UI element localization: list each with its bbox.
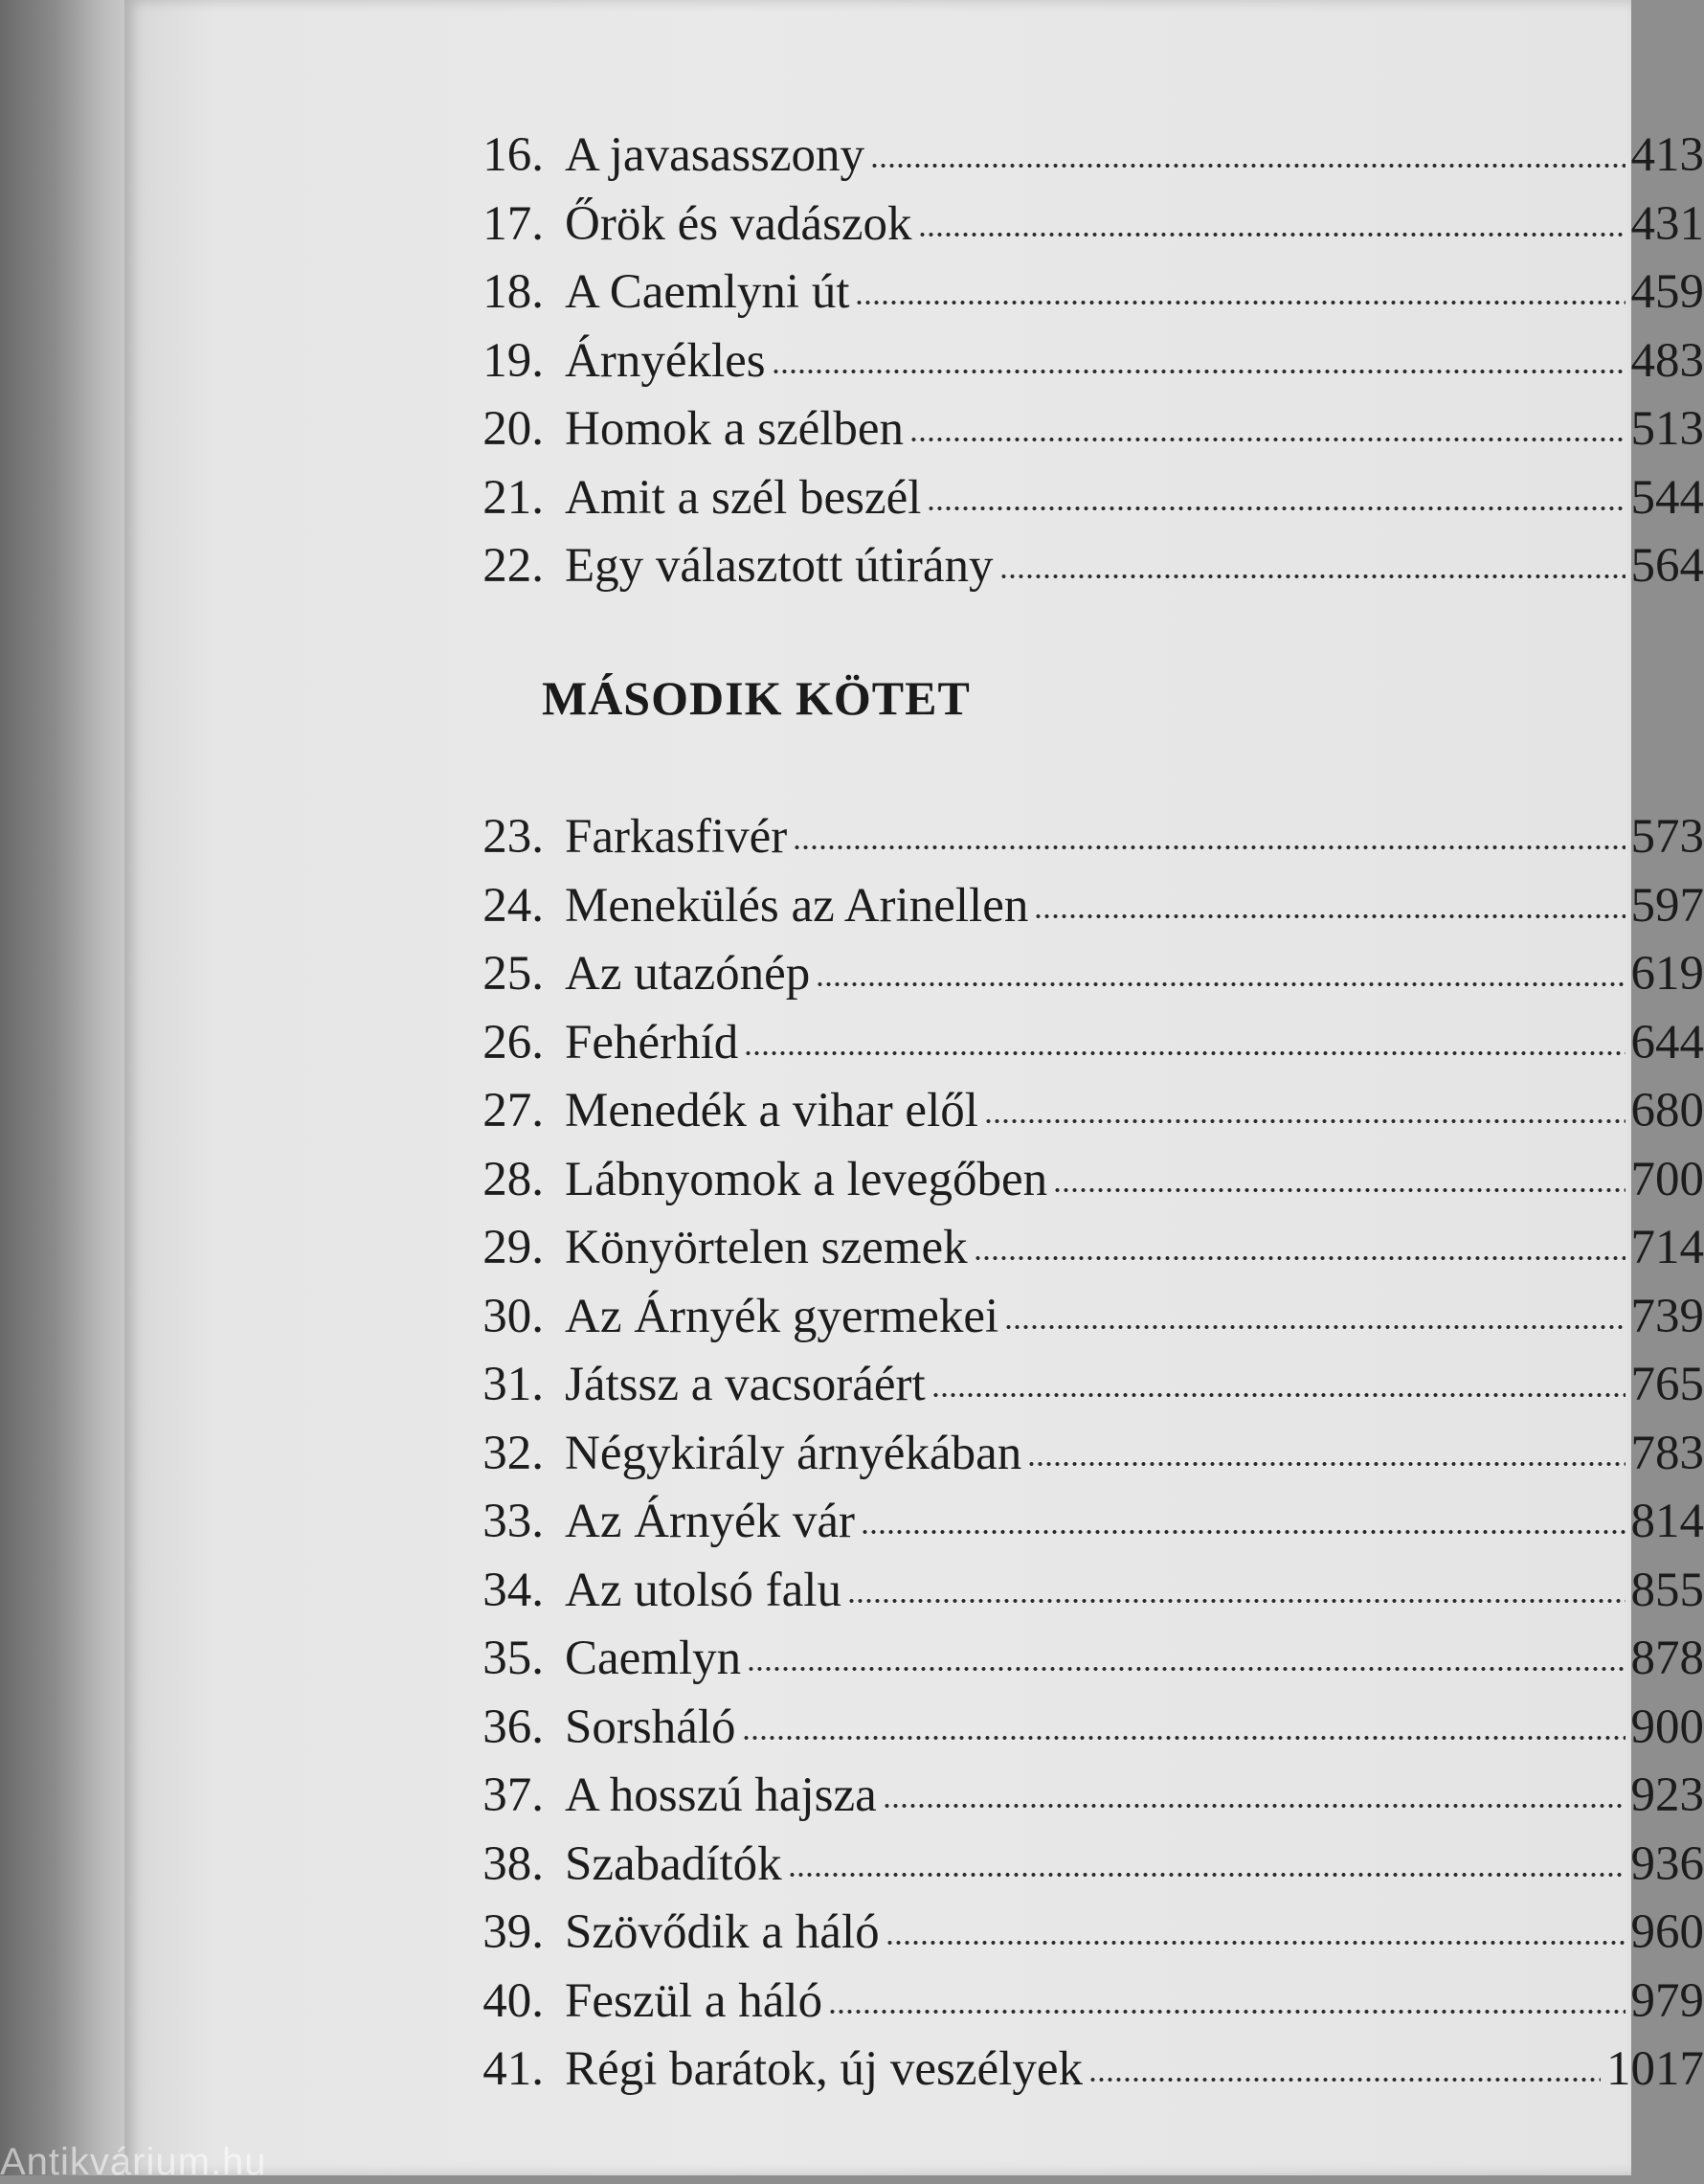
chapter-page-number: 597: [1631, 882, 1704, 931]
chapter-page-number: 979: [1631, 1977, 1704, 2026]
chapter-number: 17.: [450, 200, 544, 249]
chapter-number: 25.: [450, 950, 544, 999]
dot-leader: [1027, 1459, 1625, 1469]
toc-entry: [450, 259, 1704, 317]
chapter-title: Négykirály árnyékában: [565, 1430, 1021, 1478]
chapter-title: Egy választott útirány: [565, 542, 994, 591]
dot-leader: [747, 1664, 1625, 1674]
toc-entry: [450, 123, 1704, 180]
chapter-title: A hosszú hajsza: [565, 1771, 877, 1820]
chapter-page-number: 564: [1631, 542, 1704, 591]
chapter-page-number: 900: [1631, 1703, 1704, 1752]
dot-leader: [918, 230, 1626, 239]
chapter-number: 38.: [450, 1840, 544, 1889]
chapter-title: Sorsháló: [565, 1703, 736, 1752]
chapter-page-number: 739: [1631, 1293, 1704, 1341]
chapter-title: Lábnyomok a levegőben: [565, 1156, 1047, 1205]
dot-leader: [927, 504, 1625, 513]
toc-entry: [450, 1558, 1704, 1615]
dot-leader: [861, 1527, 1625, 1537]
dot-leader: [870, 161, 1625, 170]
toc-entry: [450, 465, 1704, 523]
chapter-number: 37.: [450, 1771, 544, 1820]
chapter-number: 23.: [450, 813, 544, 862]
chapter-title: Játssz a vacsoráért: [565, 1361, 926, 1409]
dot-leader: [1034, 912, 1625, 921]
chapter-number: 34.: [450, 1566, 544, 1615]
chapter-page-number: 814: [1631, 1497, 1704, 1546]
dot-leader: [793, 843, 1625, 852]
toc-entry: [450, 328, 1704, 386]
chapter-number: 24.: [450, 882, 544, 931]
chapter-title: Őrök és vadászok: [565, 200, 912, 249]
chapter-title: Fehérhíd: [565, 1019, 738, 1068]
chapter-number: 29.: [450, 1224, 544, 1272]
toc-entry: [450, 1626, 1704, 1683]
chapter-title: Az Árnyék gyermekei: [565, 1293, 998, 1341]
chapter-title: Farkasfivér: [565, 813, 787, 862]
chapter-page-number: 513: [1631, 405, 1704, 454]
toc-entry: [450, 1352, 1704, 1409]
chapter-page-number: 459: [1631, 268, 1704, 317]
toc-entry: [450, 1010, 1704, 1068]
chapter-number: 19.: [450, 337, 544, 386]
book-spine-edge: [0, 0, 134, 2175]
chapter-page-number: 700: [1631, 1156, 1704, 1205]
dot-leader: [909, 435, 1625, 444]
chapter-number: 36.: [450, 1703, 544, 1752]
chapter-number: 41.: [450, 2045, 544, 2094]
toc-entry: [450, 1695, 1704, 1752]
chapter-number: 40.: [450, 1977, 544, 2026]
chapter-page-number: 644: [1631, 1019, 1704, 1068]
chapter-page-number: 413: [1631, 131, 1704, 180]
chapter-title: Szövődik a háló: [565, 1908, 880, 1957]
toc-entry: [450, 1421, 1704, 1478]
chapter-title: Az utolsó falu: [565, 1566, 841, 1615]
chapter-number: 30.: [450, 1293, 544, 1341]
toc-entry: [450, 1215, 1704, 1272]
watermark: Antikvárium.hu: [0, 2141, 267, 2184]
chapter-title: Árnyékles: [565, 337, 766, 386]
dot-leader: [886, 1938, 1626, 1948]
dot-leader: [772, 367, 1626, 376]
toc-entry: [450, 1284, 1704, 1341]
toc-entry: [450, 396, 1704, 454]
chapter-title: Caemlyn: [565, 1634, 741, 1683]
chapter-title: A javasasszony: [565, 131, 864, 180]
table-of-contents: [124, 0, 1631, 2175]
toc-entry: [450, 533, 1704, 591]
chapter-number: 35.: [450, 1634, 544, 1683]
chapter-number: 22.: [450, 542, 544, 591]
toc-entry: [450, 2037, 1704, 2094]
dot-leader: [984, 1116, 1626, 1126]
dot-leader: [816, 979, 1625, 989]
chapter-number: 27.: [450, 1087, 544, 1136]
chapter-title: Az Árnyék vár: [565, 1497, 855, 1546]
chapter-page-number: 714: [1631, 1224, 1704, 1272]
chapter-page-number: 1017: [1606, 2045, 1704, 2094]
chapter-page-number: 544: [1631, 474, 1704, 523]
dot-leader: [999, 572, 1626, 581]
dot-leader: [855, 298, 1625, 307]
toc-entry: [450, 1832, 1704, 1889]
dot-leader: [1053, 1185, 1625, 1195]
toc-entry: [450, 804, 1704, 862]
dot-leader: [742, 1733, 1626, 1743]
chapter-page-number: 855: [1631, 1566, 1704, 1615]
chapter-title: Az utazónép: [565, 950, 810, 999]
chapter-title: Homok a szélben: [565, 405, 904, 454]
dot-leader: [931, 1390, 1626, 1400]
chapter-title: Menekülés az Arinellen: [565, 882, 1028, 931]
chapter-title: Menedék a vihar elől: [565, 1087, 978, 1136]
chapter-number: 21.: [450, 474, 544, 523]
toc-entry: [450, 941, 1704, 999]
dot-leader: [1004, 1322, 1625, 1332]
chapter-number: 20.: [450, 405, 544, 454]
chapter-number: 16.: [450, 131, 544, 180]
chapter-title: Könyörtelen szemek: [565, 1224, 968, 1272]
toc-entry: [450, 191, 1704, 249]
dot-leader: [1088, 2075, 1601, 2084]
dot-leader: [788, 1870, 1626, 1880]
volume-two-heading: MÁSODIK KÖTET: [542, 670, 971, 726]
toc-entry: [450, 1489, 1704, 1546]
chapter-page-number: 765: [1631, 1361, 1704, 1409]
chapter-title: Szabadítók: [565, 1840, 782, 1889]
chapter-page-number: 923: [1631, 1771, 1704, 1820]
toc-entry: [450, 1763, 1704, 1820]
chapter-number: 33.: [450, 1497, 544, 1546]
chapter-page-number: 431: [1631, 200, 1704, 249]
dot-leader: [883, 1801, 1626, 1811]
chapter-page-number: 783: [1631, 1430, 1704, 1478]
chapter-title: Feszül a háló: [565, 1977, 822, 2026]
book-page: [124, 0, 1631, 2175]
chapter-page-number: 878: [1631, 1634, 1704, 1683]
chapter-page-number: 960: [1631, 1908, 1704, 1957]
chapter-page-number: 936: [1631, 1840, 1704, 1889]
dot-leader: [828, 2007, 1625, 2016]
chapter-number: 39.: [450, 1908, 544, 1957]
chapter-title: Régi barátok, új veszélyek: [565, 2045, 1083, 2094]
toc-entry: [450, 1078, 1704, 1136]
chapter-page-number: 483: [1631, 337, 1704, 386]
chapter-page-number: 573: [1631, 813, 1704, 862]
chapter-number: 32.: [450, 1430, 544, 1478]
dot-leader: [974, 1253, 1626, 1263]
toc-entry: [450, 1147, 1704, 1205]
chapter-number: 28.: [450, 1156, 544, 1205]
chapter-title: A Caemlyni út: [565, 268, 849, 317]
toc-entry: [450, 873, 1704, 931]
toc-entry: [450, 1969, 1704, 2026]
toc-entry: [450, 1900, 1704, 1957]
dot-leader: [847, 1596, 1626, 1606]
dot-leader: [744, 1048, 1625, 1058]
chapter-title: Amit a szél beszél: [565, 474, 921, 523]
chapter-page-number: 680: [1631, 1087, 1704, 1136]
chapter-number: 31.: [450, 1361, 544, 1409]
chapter-number: 26.: [450, 1019, 544, 1068]
chapter-number: 18.: [450, 268, 544, 317]
chapter-page-number: 619: [1631, 950, 1704, 999]
